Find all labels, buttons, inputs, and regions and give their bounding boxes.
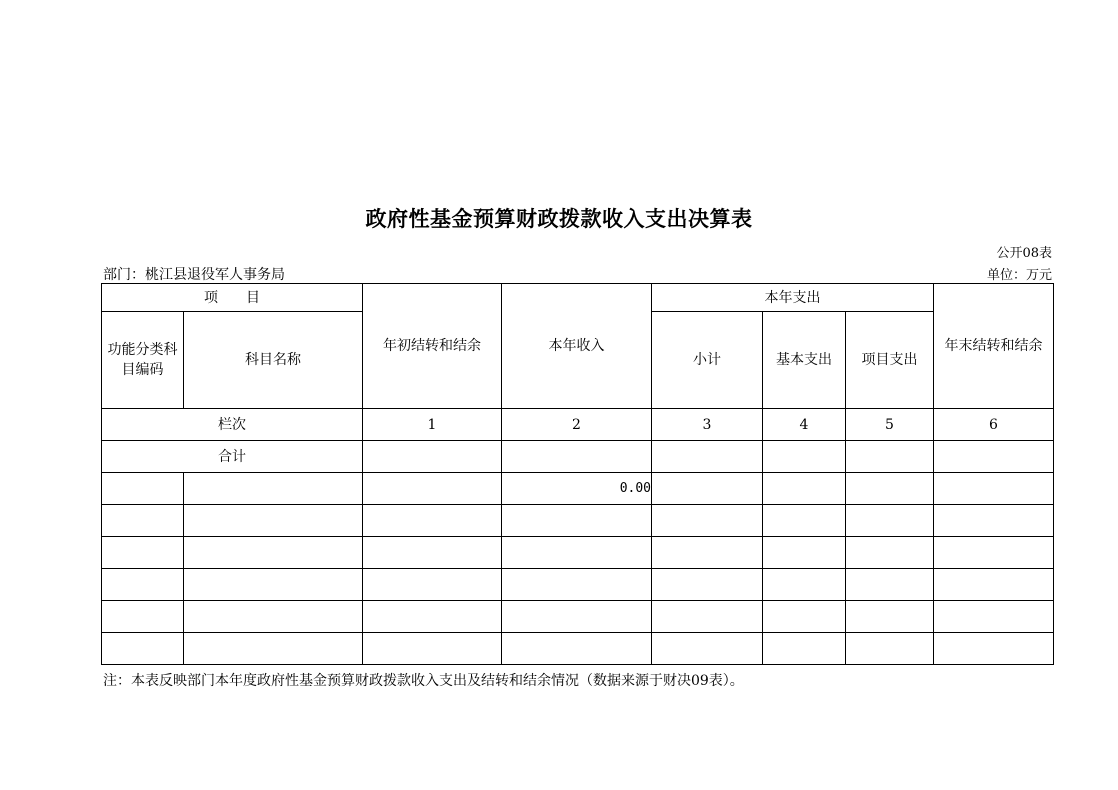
- table-cell: [934, 505, 1054, 537]
- table-cell: [102, 537, 184, 569]
- table-cell: [502, 601, 652, 633]
- table-cell: [652, 505, 763, 537]
- table-cell: [102, 505, 184, 537]
- header-subject-name: 科目名称: [184, 312, 363, 409]
- header-basic-expense: 基本支出: [763, 312, 846, 409]
- table-cell: [652, 441, 763, 473]
- table-cell: [763, 633, 846, 665]
- table-cell: [934, 537, 1054, 569]
- table-cell: [184, 601, 363, 633]
- table-cell: [846, 441, 934, 473]
- table-cell: [846, 601, 934, 633]
- table-cell: [934, 601, 1054, 633]
- table-cell: [763, 505, 846, 537]
- table-cell: [502, 505, 652, 537]
- table-row: [102, 633, 1054, 665]
- table-cell: [363, 473, 502, 505]
- table-row: [102, 569, 1054, 601]
- column-number-row: [102, 409, 1054, 441]
- table-cell: [934, 569, 1054, 601]
- table-cell: [363, 601, 502, 633]
- column-number: 2: [502, 409, 652, 441]
- header-expense-group: 本年支出: [652, 284, 934, 312]
- table-cell: [184, 473, 363, 505]
- table-cell: [846, 633, 934, 665]
- table-cell: [102, 569, 184, 601]
- column-number: 1: [363, 409, 502, 441]
- page-title: 政府性基金预算财政拨款收入支出决算表: [365, 206, 753, 231]
- table-cell: [102, 473, 184, 505]
- table-cell: [102, 633, 184, 665]
- table-row: [102, 473, 1054, 505]
- table-cell: [502, 537, 652, 569]
- table-cell: [502, 441, 652, 473]
- header-row-1: [102, 284, 1054, 312]
- table-cell: [184, 633, 363, 665]
- table-cell: [652, 633, 763, 665]
- table-cell: [763, 569, 846, 601]
- column-number: 6: [934, 409, 1054, 441]
- table-cell: [363, 537, 502, 569]
- column-number-label: 栏次: [102, 409, 363, 441]
- table-cell: [763, 601, 846, 633]
- table-cell: [184, 505, 363, 537]
- table-cell: [934, 441, 1054, 473]
- table-cell: [652, 601, 763, 633]
- header-project: 项 目: [102, 284, 363, 312]
- table-cell: [652, 537, 763, 569]
- header-begin-balance: 年初结转和结余: [363, 284, 502, 409]
- table-cell: [934, 473, 1054, 505]
- table-cell: [363, 505, 502, 537]
- total-label: 合计: [102, 441, 363, 473]
- column-number: 3: [652, 409, 763, 441]
- department-label: 部门：桃江县退役军人事务局: [103, 267, 285, 283]
- table-cell: [184, 537, 363, 569]
- table-row: [102, 537, 1054, 569]
- table-cell: [652, 473, 763, 505]
- table-cell: [763, 441, 846, 473]
- table-cell: [763, 537, 846, 569]
- header-subtotal: 小计: [652, 312, 763, 409]
- header-income: 本年收入: [502, 284, 652, 409]
- header-project-expense: 项目支出: [846, 312, 934, 409]
- table-cell: [846, 537, 934, 569]
- table-cell: [184, 569, 363, 601]
- table-cell: [846, 505, 934, 537]
- total-row: [102, 441, 1054, 473]
- column-number: 5: [846, 409, 934, 441]
- table-row: [102, 505, 1054, 537]
- header-end-balance: 年末结转和结余: [934, 284, 1054, 409]
- budget-table: [101, 283, 1054, 665]
- table-cell: [652, 569, 763, 601]
- table-cell: [934, 633, 1054, 665]
- table-cell: [363, 569, 502, 601]
- table-cell: [846, 473, 934, 505]
- table-cell: [846, 569, 934, 601]
- form-number: 公开08表: [996, 246, 1052, 261]
- table-cell: [763, 473, 846, 505]
- income-value: 0.00: [502, 473, 652, 505]
- table-cell: [363, 633, 502, 665]
- footnote: 注：本表反映部门本年度政府性基金预算财政拨款收入支出及结转和结余情况（数据来源于财决09表）。: [103, 673, 744, 689]
- table-cell: [502, 569, 652, 601]
- table-row: [102, 601, 1054, 633]
- table-cell: [102, 601, 184, 633]
- table-cell: [502, 633, 652, 665]
- column-number: 4: [763, 409, 846, 441]
- unit-label: 单位：万元: [986, 268, 1052, 283]
- table-cell: [363, 441, 502, 473]
- header-func-code: 功能分类科目编码: [102, 312, 184, 409]
